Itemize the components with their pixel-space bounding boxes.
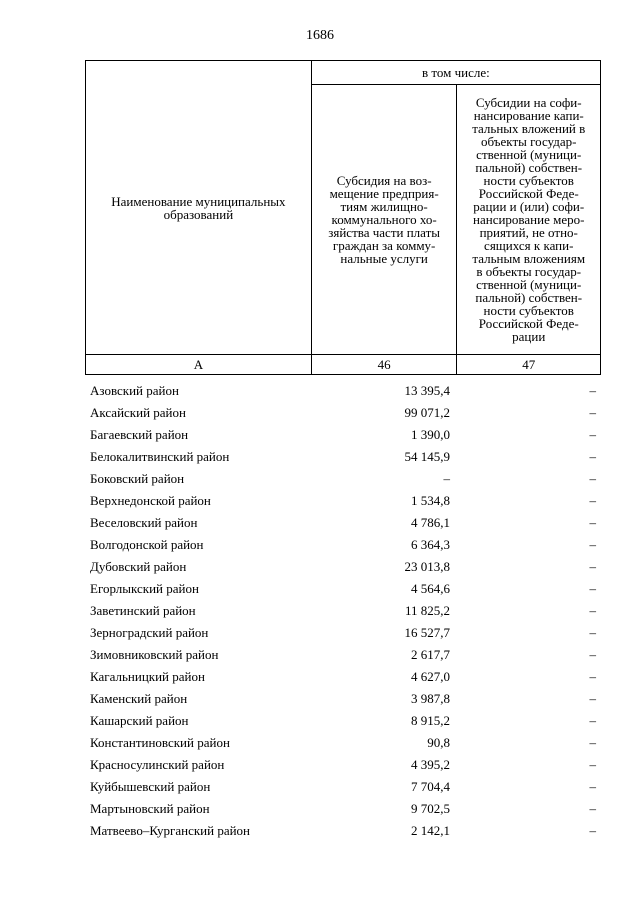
row-value-46: 4 627,0 xyxy=(411,669,450,684)
header-col-46: Субсидия на воз- мещение предприя- тиям жилищно- коммунального хо- зяйства части платы граждан за комму- нальные услуги xyxy=(311,85,457,355)
row-name: Зерноградский район xyxy=(90,625,209,640)
row-value-47: – xyxy=(589,449,596,464)
row-value-46: 6 364,3 xyxy=(411,537,450,552)
row-value-47: – xyxy=(589,603,596,618)
table-row xyxy=(90,380,596,402)
row-name: Веселовский район xyxy=(90,515,198,530)
row-name: Зимовниковский район xyxy=(90,647,219,662)
row-value-46: 23 013,8 xyxy=(404,559,450,574)
row-value-47: – xyxy=(589,735,596,750)
row-value-47: – xyxy=(589,691,596,706)
table-row xyxy=(90,512,596,534)
table-row xyxy=(90,754,596,776)
header-name-column: Наименование муниципальных образований xyxy=(86,61,312,355)
row-value-47: – xyxy=(589,559,596,574)
row-name: Заветинский район xyxy=(90,603,196,618)
row-value-47: – xyxy=(589,823,596,838)
table-row xyxy=(90,820,596,842)
row-value-46: 4 786,1 xyxy=(411,515,450,530)
row-value-46: 1 390,0 xyxy=(411,427,450,442)
table-row xyxy=(90,446,596,468)
row-value-47: – xyxy=(589,493,596,508)
header-col-47: Субсидии на софи- нансирование капи- тальных вложений в объекты государ- ственной (муници- пальной) собствен- ности субъектов Российской Феде- рации и (или) софи- нансирование меро- приятий, не отно- сящихся к капи- тальным вложениям в объекты государ- ственной (муници- пальной) собствен- ности субъектов Российской Феде- рации xyxy=(457,85,601,355)
row-name: Куйбышевский район xyxy=(90,779,211,794)
row-value-47: – xyxy=(589,427,596,442)
table-row xyxy=(90,556,596,578)
row-name: Константиновский район xyxy=(90,735,230,750)
row-value-46: 16 527,7 xyxy=(404,625,450,640)
row-value-46: 2 142,1 xyxy=(411,823,450,838)
row-name: Кашарский район xyxy=(90,713,189,728)
row-value-47: – xyxy=(589,713,596,728)
row-value-46: 54 145,9 xyxy=(404,449,450,464)
header-group: в том числе: xyxy=(311,61,600,85)
table-row xyxy=(90,622,596,644)
table-row xyxy=(90,534,596,556)
row-name: Боковский район xyxy=(90,471,185,486)
table-row xyxy=(90,710,596,732)
row-value-46: 1 534,8 xyxy=(411,493,450,508)
row-value-46: 9 702,5 xyxy=(411,801,450,816)
row-value-46: 2 617,7 xyxy=(411,647,450,662)
row-value-46: 4 395,2 xyxy=(411,757,450,772)
table-row xyxy=(90,424,596,446)
row-value-47: – xyxy=(589,581,596,596)
row-name: Каменский район xyxy=(90,691,188,706)
row-value-47: – xyxy=(589,779,596,794)
row-value-47: – xyxy=(589,471,596,486)
table-row xyxy=(90,732,596,754)
row-value-47: – xyxy=(589,647,596,662)
row-value-46: – xyxy=(443,471,450,486)
table-row xyxy=(90,468,596,490)
row-value-47: – xyxy=(589,405,596,420)
row-value-47: – xyxy=(589,537,596,552)
table-row xyxy=(90,644,596,666)
row-name: Кагальницкий район xyxy=(90,669,205,684)
row-name: Матвеево–Курганский район xyxy=(90,823,251,838)
row-value-47: – xyxy=(589,625,596,640)
page-number: 1686 xyxy=(306,28,334,43)
row-name: Волгодонской район xyxy=(90,537,204,552)
row-name: Багаевский район xyxy=(90,427,189,442)
row-name: Мартыновский район xyxy=(90,801,210,816)
row-name: Верхнедонской район xyxy=(90,493,211,508)
index-47: 47 xyxy=(457,355,601,375)
row-value-47: – xyxy=(589,383,596,398)
row-name: Белокалитвинский район xyxy=(90,449,230,464)
row-name: Егорлыкский район xyxy=(90,581,199,596)
row-value-46: 99 071,2 xyxy=(404,405,450,420)
row-value-46: 3 987,8 xyxy=(411,691,450,706)
row-value-46: 8 915,2 xyxy=(411,713,450,728)
row-value-46: 90,8 xyxy=(427,735,450,750)
row-value-47: – xyxy=(589,515,596,530)
table-row xyxy=(90,600,596,622)
table-row xyxy=(90,798,596,820)
table-row xyxy=(90,776,596,798)
table-row xyxy=(90,402,596,424)
index-46: 46 xyxy=(311,355,457,375)
row-name: Красносулинский район xyxy=(90,757,225,772)
row-value-47: – xyxy=(589,801,596,816)
row-value-47: – xyxy=(589,669,596,684)
row-value-46: 11 825,2 xyxy=(404,603,450,618)
table-row xyxy=(90,688,596,710)
row-name: Азовский район xyxy=(90,383,179,398)
row-name: Аксайский район xyxy=(90,405,186,420)
table-header xyxy=(85,60,601,375)
row-value-47: – xyxy=(589,757,596,772)
table-body xyxy=(90,380,596,842)
table-row xyxy=(90,490,596,512)
row-value-46: 4 564,6 xyxy=(411,581,450,596)
row-value-46: 13 395,4 xyxy=(404,383,450,398)
row-value-46: 7 704,4 xyxy=(411,779,450,794)
row-name: Дубовский район xyxy=(90,559,187,574)
table-row xyxy=(90,578,596,600)
table-row xyxy=(90,666,596,688)
index-a: А xyxy=(86,355,312,375)
